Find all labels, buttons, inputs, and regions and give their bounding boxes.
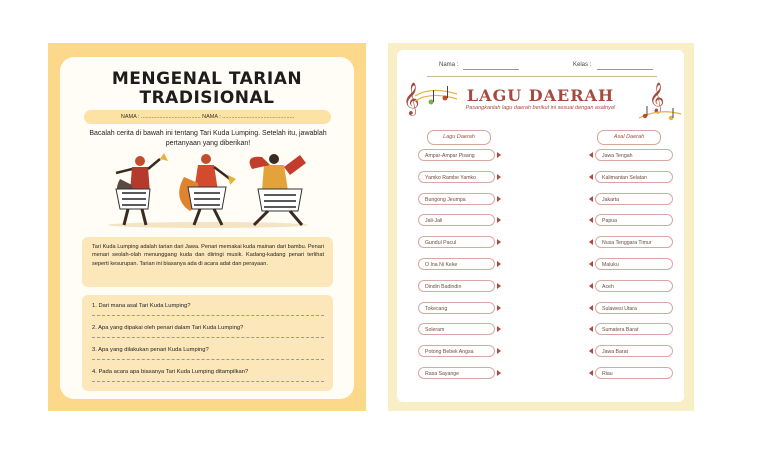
subtitle: Pasangkanlah lagu daerah berikut ini sesuai dengan asalnya! (465, 105, 616, 111)
match-arrow-icon[interactable] (589, 348, 593, 354)
song-item[interactable]: Dindin Badindin (418, 280, 495, 292)
match-arrow-icon[interactable] (589, 261, 593, 267)
instruction-text: Bacalah cerita di bawah ini tentang Tari Kuda Lumping. Setelah itu, jawablah pertanyaan yang diberikan! (89, 130, 327, 147)
region-item[interactable]: Jakarta (595, 193, 673, 205)
region-item[interactable]: Kalimantan Selatan (595, 171, 673, 183)
match-arrow-icon[interactable] (589, 370, 593, 376)
match-arrow-icon[interactable] (589, 196, 593, 202)
match-arrow-icon[interactable] (589, 152, 593, 158)
kelas-label: Kelas : (573, 62, 592, 68)
column-header-asal: Asal Daerah (597, 130, 661, 145)
name-field: NAMA : ....................................... NAMA : ............................................... (84, 110, 331, 124)
title-line-1: MENGENAL TARIAN (111, 69, 303, 89)
region-item[interactable]: Jawa Barat (595, 345, 673, 357)
svg-text:𝄞: 𝄞 (649, 83, 665, 113)
story-box (82, 237, 333, 287)
answer-line-1[interactable] (92, 315, 324, 316)
song-item[interactable]: Bungong Jeumpa (418, 193, 495, 205)
question-3: 3. Apa yang dilakukan penari Kuda Lumping? (92, 347, 209, 353)
match-arrow-icon[interactable] (589, 326, 593, 332)
song-item[interactable]: Potong Bebek Angsa (418, 345, 495, 357)
region-item[interactable]: Aceh (595, 280, 673, 292)
page-title: LAGU DAERAH (466, 86, 615, 105)
divider (427, 76, 657, 77)
match-arrow-icon[interactable] (497, 196, 501, 202)
match-arrow-icon[interactable] (589, 217, 593, 223)
answer-line-2[interactable] (92, 337, 324, 338)
answer-line-3[interactable] (92, 359, 324, 360)
match-arrow-icon[interactable] (589, 283, 593, 289)
match-arrow-icon[interactable] (497, 261, 501, 267)
region-item[interactable]: Nusa Tenggara Timur (595, 236, 673, 248)
song-item[interactable]: Rasa Sayange (418, 367, 495, 379)
song-item[interactable]: Tokecang (418, 302, 495, 314)
region-item[interactable]: Riau (595, 367, 673, 379)
match-arrow-icon[interactable] (497, 326, 501, 332)
song-item[interactable]: Gundul Pacul (418, 236, 495, 248)
answer-line-4[interactable] (92, 381, 324, 382)
column-header-lagu: Lagu Daerah (427, 130, 491, 145)
worksheet-card (60, 57, 354, 399)
kelas-field[interactable] (597, 69, 653, 70)
song-item[interactable]: Yamko Rambe Yamko (418, 171, 495, 183)
kuda-lumping-dancers-illustration (102, 149, 314, 229)
song-item[interactable]: Jali-Jali (418, 214, 495, 226)
nama-label: Nama : (439, 62, 459, 68)
match-arrow-icon[interactable] (497, 217, 501, 223)
region-item[interactable]: Maluku (595, 258, 673, 270)
region-item[interactable]: Sulawesi Utara (595, 302, 673, 314)
match-arrow-icon[interactable] (589, 174, 593, 180)
song-item[interactable]: Ampar-Ampar Pisang (418, 149, 495, 161)
match-arrow-icon[interactable] (589, 305, 593, 311)
question-2: 2. Apa yang dipakai oleh penari dalam Tari Kuda Lumping? (92, 325, 244, 331)
song-item[interactable]: O Ina Ni Keke (418, 258, 495, 270)
region-item[interactable]: Papua (595, 214, 673, 226)
nama-field[interactable] (463, 69, 519, 70)
match-arrow-icon[interactable] (497, 174, 501, 180)
region-item[interactable]: Jawa Tengah (595, 149, 673, 161)
lagu-daerah-worksheet (388, 43, 694, 411)
match-arrow-icon[interactable] (497, 239, 501, 245)
questions-box (82, 295, 333, 391)
match-arrow-icon[interactable] (589, 239, 593, 245)
question-4: 4. Pada acara apa biasanya Tari Kuda Lumping ditampilkan? (92, 369, 249, 375)
match-arrow-icon[interactable] (497, 348, 501, 354)
story-text: Tari Kuda Lumping adalah tarian dari Jawa. Penari memakai kuda mainan dari bambu. Penari menari seolah-olah menunggang kuda dan diiringi musik. Kadang-kadang penari terlihat seperti kesurupan. Tarian ini biasanya ada di acara adat dan perayaan. (92, 244, 324, 267)
question-1: 1. Dari mana asal Tari Kuda Lumping? (92, 303, 191, 309)
match-arrow-icon[interactable] (497, 370, 501, 376)
match-arrow-icon[interactable] (497, 283, 501, 289)
match-arrow-icon[interactable] (497, 152, 501, 158)
kuda-lumping-worksheet (48, 43, 366, 411)
title-line-2: TRADISIONAL (139, 88, 275, 108)
worksheet-card (397, 50, 684, 402)
region-item[interactable]: Sumatera Barat (595, 323, 673, 335)
song-item[interactable]: Soleram (418, 323, 495, 335)
match-arrow-icon[interactable] (497, 305, 501, 311)
svg-text:𝄞: 𝄞 (403, 82, 420, 115)
